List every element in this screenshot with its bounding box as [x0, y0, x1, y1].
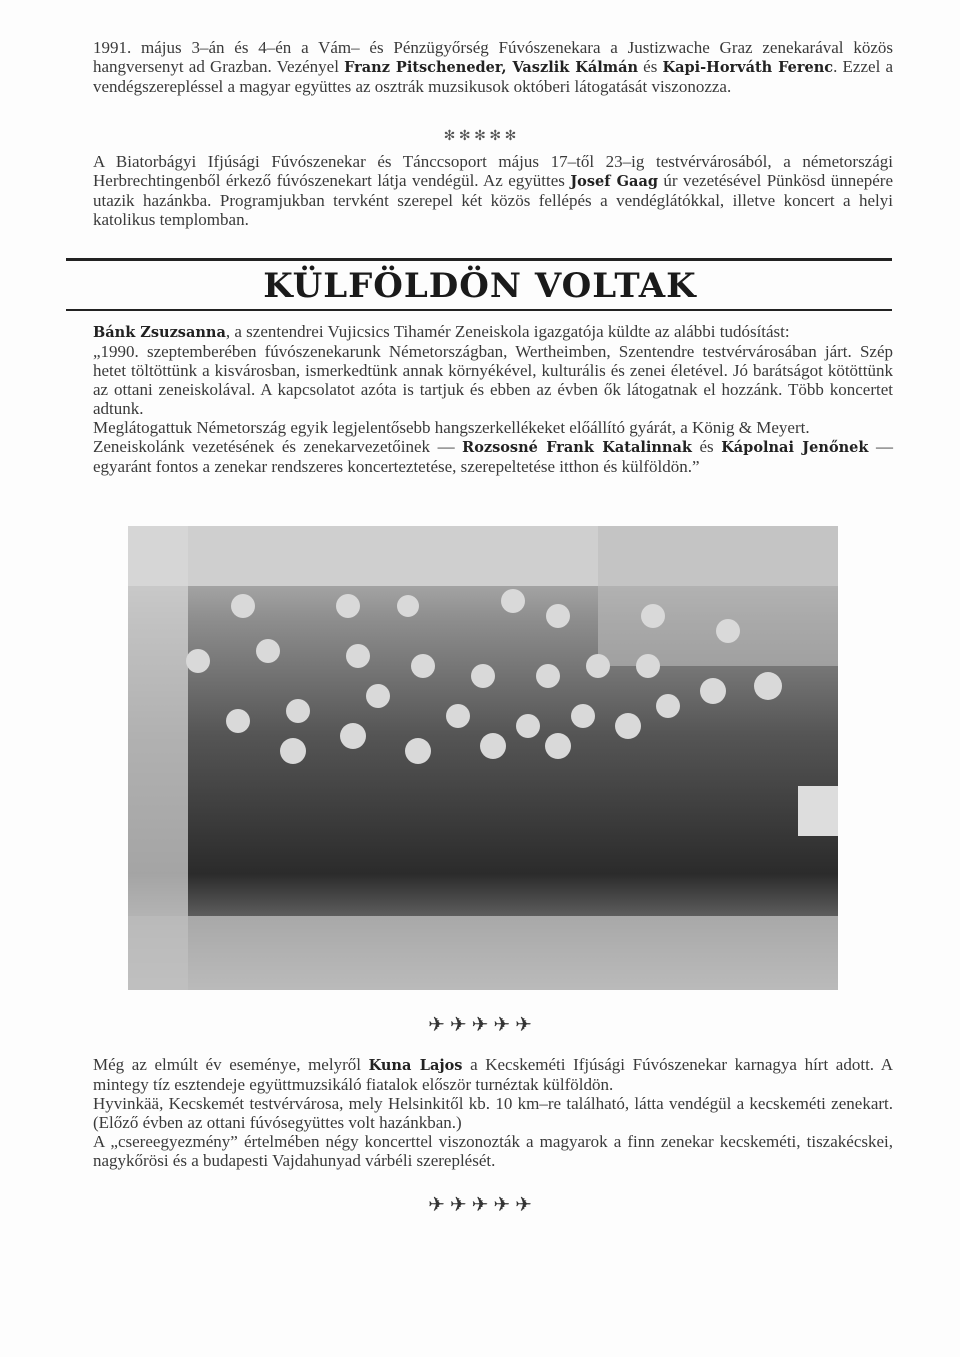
bold-name-text: Rozsosné Frank Katalinnak: [462, 439, 692, 456]
bold-name-text: Franz Pitscheneder, Vaszlik Kálmán: [344, 59, 639, 76]
text-run: Zeneiskolánk vezetésének és zenekarvezetőinek —: [93, 437, 463, 456]
article-kecskemet: [93, 1055, 893, 1170]
paragraph: [93, 437, 893, 476]
text-run: Még az elmúlt év eseménye, melyről: [93, 1055, 369, 1074]
text-run: és: [691, 437, 722, 456]
paragraph: [93, 38, 893, 96]
text-run: „1990. szeptemberében fúvószenekarunk Németországban, Wertheimben, Szentendre testvérvárosában járt. Szép hetet töltöttünk a kisvárosban, ismerkedtünk annak környékével, kulturális és zenei életével. Jó barátságot kötöttünk az ottani zeneiskolával. A kapcsolatot azóta is tartjuk és ebben az évben ők látogatnak el hozzánk. Több koncertet adtunk.: [93, 342, 893, 418]
text-run: úr vezetésével Pünkösd ünnepére utazik hazánkba. Programjukban tervként szerepel két közös fellépés a vendéglátókkal, illetve koncert a helyi katolikus templomban.: [93, 171, 893, 229]
text-run: és: [638, 57, 663, 76]
text-run: — egyaránt fontos a zenekar rendszeres koncerteztetése, szerepeltetése itthon és külföldön.”: [93, 437, 893, 476]
paragraph: [93, 1094, 893, 1132]
plane-separator-top: ✈ ✈ ✈ ✈ ✈: [428, 1014, 532, 1036]
heading-rule-top: [66, 258, 892, 261]
article-biatorbagy: [93, 152, 893, 229]
heading-rule-bottom: [66, 309, 892, 311]
bold-name-text: Kapi-Horváth Ferenc: [662, 59, 834, 76]
text-run: Meglátogattuk Németország egyik legjelentősebb hangszerkellékeket előállító gyárát, a König & Meyert.: [93, 418, 810, 437]
bold-name-text: Bánk Zsuzsanna: [93, 324, 226, 341]
text-run: . Ezzel a vendégszerepléssel a magyar együttes az osztrák muzsikusok októberi látogatását viszonozza.: [93, 57, 893, 96]
bold-name-text: Kápolnai Jenőnek: [721, 439, 869, 456]
bold-name-text: Kuna Lajos: [368, 1057, 463, 1074]
paragraph: [93, 1132, 893, 1170]
band-group-photo: [128, 526, 838, 990]
paragraph: [93, 1055, 893, 1094]
paragraph: [93, 152, 893, 229]
article-szentendre: [93, 322, 893, 476]
section-heading: KÜLFÖLDÖN VOLTAK: [263, 266, 697, 306]
plane-separator-bottom: ✈ ✈ ✈ ✈ ✈: [428, 1194, 532, 1216]
bold-name-text: Josef Gaag: [570, 173, 658, 190]
paragraph: [93, 418, 893, 437]
text-run: A „csereegyezmény” értelmében négy koncerttel viszonozták a magyarok a finn zenekar kecskeméti, tiszakécskei, nagykőrösi és a budapesti Vajdahunyad várbéli szereplését.: [93, 1132, 893, 1170]
text-run: A Biatorbágyi Ifjúsági Fúvószenekar és Tánccsoport május 17–től 23–ig testvérvárosából, a németországi Herbrechtingenből érkező fúvószenekart látja vendégül. Az együttes: [93, 152, 893, 190]
paragraph: [93, 342, 893, 418]
text-run: 1991. május 3–án és 4–én a Vám– és Pénzügyőrség Fúvószenekara a Justizwache Graz zenekarával közös hangversenyt ad Grazban. Vezényel: [93, 38, 893, 76]
article-graz-concert: [93, 38, 893, 96]
paragraph: [93, 322, 893, 342]
text-run: a Kecskeméti Ifjúsági Fúvószenekar karnagya hírt adott. A mintegy tíz esztendeje együttmuzsikáló fiatalok először turnéztak külföldön.: [93, 1055, 894, 1094]
text-run: Hyvinkää, Kecskemét testvérvárosa, mely Helsinkitől kb. 10 km–re található, látta vendégül a kecskeméti zenekart. (Előző évben az ottani fúvósegyüttes volt hazánkban.): [93, 1094, 893, 1132]
text-run: , a szentendrei Vujicsics Tihamér Zeneiskola igazgatója küldte az alábbi tudósítást:: [225, 322, 790, 341]
star-separator: ✻ ✻ ✻ ✻ ✻: [443, 129, 517, 144]
